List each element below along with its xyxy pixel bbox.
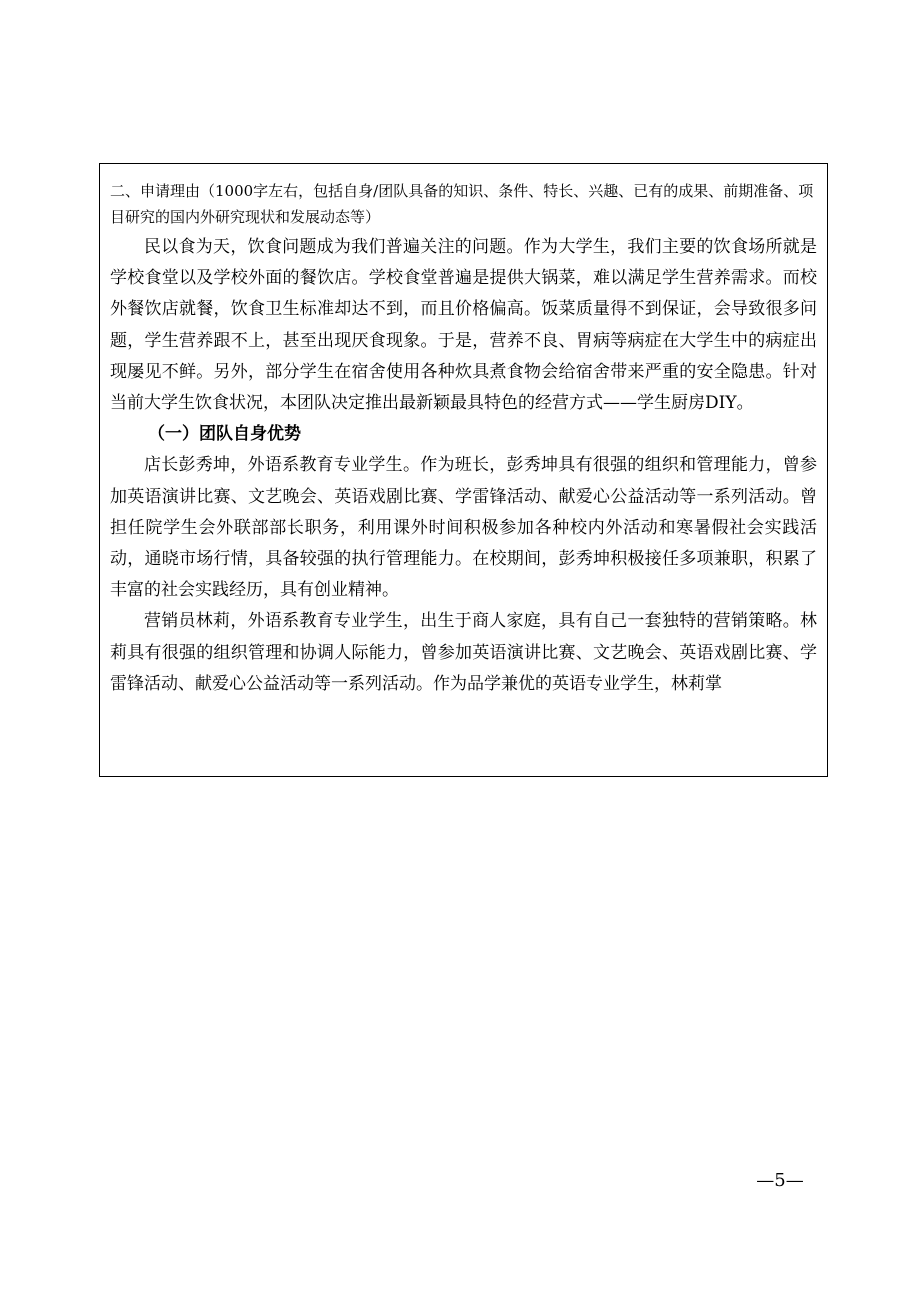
page-number: —5— [756, 1170, 804, 1191]
application-reason-box [99, 163, 828, 777]
intro-paragraph: 民以食为天，饮食问题成为我们普遍关注的问题。作为大学生，我们主要的饮食场所就是学校食堂以及学校外面的餐饮店。学校食堂普遍是提供大锅菜，难以满足学生营养需求。而校外餐饮店就餐，饮食卫生标准却达不到，而且价格偏高。饭菜质量得不到保证，会导致很多问题，学生营养跟不上，甚至出现厌食现象。于是，营养不良、胃病等病症在大学生中的病症出现屡见不鲜。另外，部分学生在宿舍使用各种炊具煮食物会给宿舍带来严重的安全隐患。针对当前大学生饮食状况，本团队决定推出最新颖最具特色的经营方式——学生厨房DIY。 [110, 237, 817, 414]
section-heading: 二、申请理由（1000字左右，包括自身/团队具备的知识、条件、特长、兴趣、已有的成果、前期准备、项目研究的国内外研究现状和发展动态等） [110, 182, 814, 226]
marketer-paragraph: 营销员林莉，外语系教育专业学生，出生于商人家庭，具有自己一套独特的营销策略。林莉具有很强的组织管理和协调人际能力，曾参加英语演讲比赛、文艺晚会、英语戏剧比赛、学雷锋活动、献爱心公益活动等一系列活动。作为品学兼优的英语专业学生，林莉掌 [110, 611, 817, 694]
team-advantage-subheading: （一）团队自身优势 [148, 424, 301, 445]
store-manager-paragraph: 店长彭秀坤，外语系教育专业学生。作为班长，彭秀坤具有很强的组织和管理能力，曾参加英语演讲比赛、文艺晚会、英语戏剧比赛、学雷锋活动、献爱心公益活动等一系列活动。曾担任院学生会外联部部长职务，利用课外时间积极参加各种校内外活动和寒暑假社会实践活动，通晓市场行情，具备较强的执行管理能力。在校期间，彭秀坤积极接任多项兼职，积累了丰富的社会实践经历，具有创业精神。 [110, 455, 817, 601]
